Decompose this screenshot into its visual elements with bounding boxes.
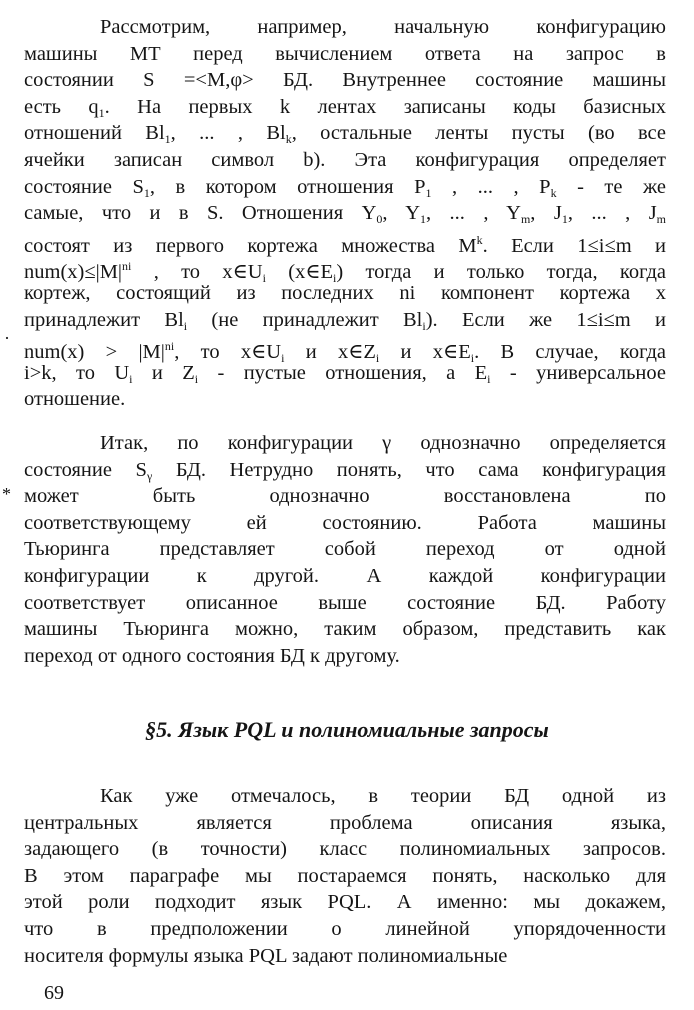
text-line: есть $q_1$. На первых k лентах записаны коды базисных xyxy=(24,95,666,120)
superscript: k xyxy=(476,232,483,247)
text-line: i>k, то $U_i$ и $Z_i$ - пустые отношения, а $E_i$ - универсальное xyxy=(24,361,666,386)
text-line: может быть однозначно восстановлена по xyxy=(24,485,666,508)
text-line: отношений $Bl_1$, ... , $Bl_k$, остальные ленты пусты (во все xyxy=(24,122,666,147)
text-line: состояние $S_1$, в котором отношения $P_1$ , ... , $P_k$ - те же xyxy=(24,175,666,200)
subscript: 1 xyxy=(561,212,568,227)
text-line: отношение. xyxy=(24,388,126,411)
text-line: машины Тьюринга можно, таким образом, представить как xyxy=(24,618,666,641)
subscript: 1 xyxy=(425,185,432,200)
subscript: k xyxy=(550,185,557,200)
text-line: Как уже отмечалось, в теории БД одной из xyxy=(100,785,666,807)
section-heading: §5. Язык PQL и полиномиальные запросы xyxy=(145,717,549,742)
text-line: ячейки записан символ b). Эта конфигурация определяет xyxy=(24,148,666,171)
subscript: 0 xyxy=(376,212,383,227)
subscript: i xyxy=(262,271,266,286)
text-line: машины МТ перед вычислением ответа на запрос в xyxy=(24,42,666,65)
text-line: Итак, по конфигурации γ однозначно определяется xyxy=(100,432,666,454)
superscript: ni xyxy=(164,339,175,354)
text-line: В этом параграфе мы постараемся понять, насколько для xyxy=(24,864,666,887)
subscript: k xyxy=(285,132,292,147)
text-line: состояние $S_\gamma$ БД. Нетрудно понять, что сама конфигурация xyxy=(24,458,666,483)
text-line: носителя формулы языка PQL задают полиномиальные xyxy=(24,944,508,967)
text-line: Рассмотрим, например, начальную конфигурацию xyxy=(100,16,666,38)
text-line: конфигурации к другой. А каждой конфигурации xyxy=(24,564,666,587)
subscript: i xyxy=(422,318,426,333)
page-number: 69 xyxy=(44,982,64,1004)
subscript: 1 xyxy=(164,132,171,147)
text-line: принадлежит $Bl_i$ (не принадлежит $Bl_i$). Если же 1≤i≤m и xyxy=(24,308,666,333)
text-line: Тьюринга представляет собой переход от одной xyxy=(24,538,666,561)
margin-asterisk-mark: * xyxy=(2,484,11,504)
subscript: 1 xyxy=(143,185,150,200)
text-line: этой роли подходит язык PQL. А именно: мы докажем, xyxy=(24,891,666,914)
text-line: соответствующему ей состоянию. Работа машины xyxy=(24,511,666,534)
text-line: задающего (в точности) класс полиномиальных запросов. xyxy=(24,838,666,861)
subscript: γ xyxy=(146,468,153,483)
superscript: ni xyxy=(122,259,132,274)
text-line: состоят из первого кортежа множества $M^k$. Если 1≤i≤m и xyxy=(24,232,667,257)
subscript: i xyxy=(281,351,285,366)
subscript: i xyxy=(194,371,199,386)
paragraph-pql-language xyxy=(24,783,666,969)
text-line: переход от одного состояния БД к другому. xyxy=(24,644,400,667)
text-line: что в предположении о линейной упорядоченности xyxy=(24,917,666,940)
text-line: соответствует описанное выше состояние БД. Работу xyxy=(24,591,666,614)
subscript: i xyxy=(129,371,133,386)
text-line: самые, что и в S. Отношения $Y_0$, $Y_1$, ... , $Y_m$, $J_1$, ... , $J_m$ xyxy=(24,202,667,227)
paragraph-turing-configuration xyxy=(24,14,666,413)
margin-dot-mark: · xyxy=(4,328,10,348)
subscript: 1 xyxy=(98,105,105,120)
subscript: 1 xyxy=(420,212,426,227)
text-line: центральных является проблема описания языка, xyxy=(24,811,666,834)
subscript: i xyxy=(333,271,337,286)
text-line: $num(x)\le|M|^{ni}$ , то $x\in U_i$ $(x\in E_i)$ тогда и только тогда, когда xyxy=(24,259,666,286)
text-line: состоянии S =<M,φ> БД. Внутреннее состояние машины xyxy=(24,69,666,92)
subscript: i xyxy=(470,351,475,366)
text-line: $num(x) > |M|^{ni}$, то $x\in U_i$ и $x\in Z_i$ и $x\in E_i$. В случае, когда xyxy=(24,339,666,366)
subscript: m xyxy=(656,212,667,227)
text-line: кортеж, состоящий из последних ni компонент кортежа x xyxy=(24,281,666,304)
subscript: i xyxy=(183,318,188,333)
subscript: m xyxy=(520,212,531,227)
subscript: i xyxy=(487,371,491,386)
paragraph-configuration-state xyxy=(24,430,666,669)
subscript: i xyxy=(375,351,380,366)
